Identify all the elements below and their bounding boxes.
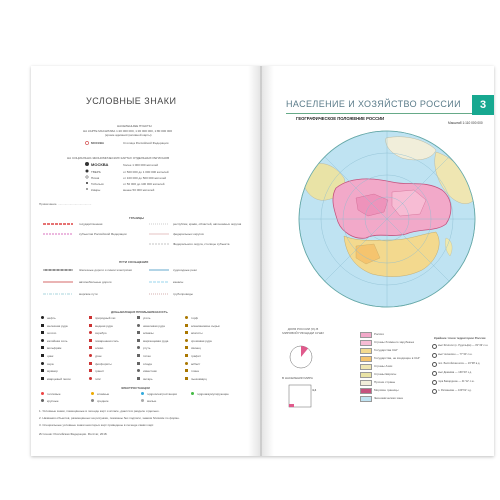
- mineral-symbol-icon: [185, 362, 188, 365]
- globe-map: [296, 128, 478, 310]
- power-station-label: тепловые: [47, 392, 61, 396]
- extreme-point-icon: [432, 344, 437, 349]
- boundaries-heading: ГРАНИЦЫ: [129, 216, 145, 220]
- city-row-2: Псков: [91, 176, 100, 180]
- route-pipelines: трубопроводы: [173, 292, 193, 296]
- mineral-label: марганцевая руда: [143, 338, 169, 343]
- mineral-label: мрамор: [47, 369, 58, 374]
- extreme-point-label: мыс Флигели (о. Рудольфа) — 81°49′ с.ш.: [438, 344, 489, 347]
- mineral-symbol-icon: [185, 324, 188, 327]
- route-canals: каналы: [173, 280, 184, 284]
- mineral-symbol-icon: [137, 369, 140, 372]
- legend-swatch: [360, 356, 372, 362]
- city-row-1-desc: от 500 000 до 1 000 000 жителей: [123, 170, 169, 174]
- mineral-label: золото: [47, 331, 57, 336]
- mineral-symbol-icon: [185, 346, 188, 349]
- mineral-label: известняк: [143, 369, 157, 374]
- legend-label: Морские границы: [374, 388, 399, 392]
- mineral-symbol-icon: [185, 316, 188, 319]
- mineral-label: янтарь: [143, 376, 153, 381]
- mineral-label: глина: [191, 369, 199, 374]
- mineral-label: свинец: [191, 346, 201, 351]
- footnote-3: 3. Специальные условные знаки некоторых карт приведены в легенде самих карт.: [39, 423, 155, 427]
- power-station-icon: [141, 392, 144, 395]
- settlements-note: (кроме административной карты): [105, 133, 152, 137]
- map-title: ГЕОГРАФИЧЕСКОЕ ПОЛОЖЕНИЕ РОССИИ: [296, 116, 385, 121]
- legend-swatch: [360, 364, 372, 370]
- map-page: [274, 66, 494, 456]
- energy-heading: ЭЛЕКТРОСТАНЦИИ: [121, 386, 150, 390]
- legend-label: Экономическая зона: [374, 396, 403, 400]
- extreme-point-icon: [432, 362, 437, 367]
- mineral-symbol-icon: [41, 324, 44, 327]
- legend-page-title: УСЛОВНЫЕ ЗНАКИ: [86, 96, 177, 106]
- capital-label: МОСКВА: [91, 141, 105, 145]
- mineral-symbol-icon: [137, 362, 140, 365]
- extreme-point-icon: [432, 353, 437, 358]
- mineral-symbol-icon: [41, 339, 44, 342]
- legend-page: [31, 66, 248, 456]
- power-station-label: гидроэлектростанции: [147, 392, 178, 396]
- capital-desc: Столица Российской Федерации: [123, 141, 169, 145]
- legend-swatch: [360, 388, 372, 394]
- mineral-symbol-icon: [89, 316, 92, 319]
- route-rivers: судоходные реки: [173, 268, 197, 272]
- mineral-label: пьезокварц: [191, 376, 207, 381]
- legend-swatch: [360, 340, 372, 346]
- extreme-point-label: мыс Челюскин — 77°43′ с.ш.: [438, 353, 473, 356]
- power-station-icon: [141, 399, 144, 402]
- mineral-symbol-icon: [41, 331, 44, 334]
- mineral-symbol-icon: [41, 362, 44, 365]
- mineral-symbol-icon: [41, 354, 44, 357]
- mineral-label: алюминиевое сырьё: [191, 323, 220, 328]
- power-station-icon: [91, 399, 94, 402]
- city-row-1: ТВЕРЬ: [91, 170, 101, 174]
- mineral-label: медная руда: [95, 323, 113, 328]
- mineral-symbol-icon: [89, 362, 92, 365]
- mineral-symbol-icon: [137, 339, 140, 342]
- mineral-label: сера: [47, 361, 54, 366]
- mineral-label: вольфрам: [47, 346, 62, 351]
- mineral-label: уголь: [143, 316, 151, 320]
- mineral-symbol-icon: [185, 377, 188, 380]
- mineral-label: торф: [191, 316, 199, 320]
- settlements-heading: НАСЕЛЕННЫЕ ПУНКТЫ: [117, 124, 152, 128]
- mineral-symbol-icon: [137, 324, 140, 327]
- mineral-label: хромовая руда: [191, 338, 212, 343]
- inset-area-label: ДОЛЯ РОССИИ (%) В МИРОВОЙ ПЛОЩАДИ СУШИ: [282, 327, 324, 335]
- mineral-label: железная руда: [47, 323, 68, 328]
- mineral-label: ртуть: [143, 346, 151, 351]
- footnote-source: Источник: Российская Федерация. Росстат, 2018.: [39, 432, 108, 436]
- mineral-symbol-icon: [89, 369, 92, 372]
- mineral-symbol-icon: [185, 331, 188, 334]
- mineral-label: нефть: [47, 316, 56, 320]
- book-spine: [248, 66, 274, 456]
- section-header: [274, 95, 494, 115]
- legend-label: Страны ближнего зарубежья: [374, 340, 415, 344]
- legend-label: Страны Европы: [374, 372, 397, 376]
- city-row-3-desc: от 50 000 до 100 000 жителей: [123, 182, 165, 186]
- settlements-map-scales: НА КАРТЕ МАСШТАБА 1:20 000 000, 1:30 000 000, 1:80 000 000: [83, 129, 172, 133]
- legend-note: Примечание. ........................................: [39, 202, 92, 206]
- legend-swatch: [360, 332, 372, 338]
- legend-label: Прочие страны: [374, 380, 396, 384]
- extreme-point-icon: [432, 389, 437, 394]
- boundary-regions: республик, краёв, областей, автономных округов: [173, 222, 242, 226]
- mineral-symbol-icon: [137, 377, 140, 380]
- routes-heading: ПУТИ СООБЩЕНИЯ: [119, 260, 149, 264]
- mineral-symbol-icon: [41, 377, 44, 380]
- mineral-symbol-icon: [185, 339, 188, 342]
- mineral-label: кварцевый песок: [47, 376, 71, 381]
- mineral-symbol-icon: [41, 316, 44, 319]
- inset-population-label: В НАСЕЛЕНИИ МИРА: [282, 376, 313, 380]
- footnote-1: 1. Условные знаки, помещённые в легенде карт и атласе, даются в разделе отдельно.: [39, 409, 160, 413]
- mineral-symbol-icon: [41, 346, 44, 349]
- extreme-point-label: пос. Балтийская коса — 19°38′ в.д.: [438, 362, 481, 365]
- power-station-icon: [91, 392, 94, 395]
- power-station-icon: [191, 392, 194, 395]
- route-railways: Железные дороги и линии электрички: [79, 268, 132, 272]
- mineral-label: гранит: [95, 369, 105, 374]
- power-station-label: средние: [97, 399, 109, 403]
- mineral-symbol-icon: [137, 354, 140, 357]
- legend-label: Государства СНГ: [374, 348, 398, 352]
- power-station-label: крупные: [47, 399, 59, 403]
- extreme-point-icon: [432, 371, 437, 376]
- mineral-symbol-icon: [137, 316, 140, 319]
- legend-swatch: [360, 380, 372, 386]
- population-square: [288, 384, 317, 410]
- boundary-state: государственная: [79, 222, 103, 226]
- extreme-point-label: о. Ратманова — 169°02′ з.д.: [438, 389, 472, 392]
- mineral-symbol-icon: [137, 331, 140, 334]
- atlas-spread: [31, 66, 494, 456]
- mineral-label: олово: [95, 346, 104, 351]
- boundary-federal: федеральных округов: [173, 232, 204, 236]
- mineral-symbol-icon: [89, 324, 92, 327]
- legend-swatch: [360, 348, 372, 354]
- mineral-label: никелевая руда: [143, 323, 165, 328]
- route-sea: морские пути: [79, 292, 98, 296]
- extreme-point-label: гора Базардюзю — 41°12′ с.ш.: [438, 380, 475, 383]
- mineral-label: фосфориты: [95, 361, 112, 366]
- mineral-label: поваренная соль: [95, 338, 119, 343]
- mineral-symbol-icon: [185, 354, 188, 357]
- mineral-label: калийная соль: [47, 338, 68, 343]
- extreme-point-icon: [432, 380, 437, 385]
- power-station-icon: [41, 392, 44, 395]
- header-rule: [286, 113, 472, 114]
- mineral-label: графит: [191, 354, 201, 358]
- section-title: НАСЕЛЕНИЕ И ХОЗЯЙСТВО РОССИИ: [286, 99, 462, 109]
- extreme-points-heading: Крайние точки территории России: [434, 336, 486, 340]
- mineral-label: титан: [143, 354, 151, 358]
- settlement-symbols: [83, 139, 91, 195]
- city-row-2-desc: от 100 000 до 500 000 жителей: [123, 176, 167, 180]
- power-station-icon: [41, 399, 44, 402]
- legend-label: Россия: [374, 332, 384, 336]
- mineral-label: природный газ: [95, 316, 116, 320]
- legend-label: Государства, не входящие в СНГ: [374, 356, 421, 360]
- route-roads: автомобильные дороги: [79, 280, 112, 284]
- mineral-symbol-icon: [185, 369, 188, 372]
- map-scale: Масштаб 1:110 000 000: [448, 121, 483, 125]
- economic-maps-heading: НА СОЦИАЛЬНО-ЭКОНОМИЧЕСКИХ КАРТАХ ОТДЕЛЬНЫХ РЕГИОНОВ: [67, 156, 170, 160]
- mineral-symbol-icon: [89, 339, 92, 342]
- route-symbols: [39, 264, 239, 304]
- mineral-symbol-icon: [137, 346, 140, 349]
- city-row-3: Тобольск: [91, 182, 104, 186]
- mineral-label: уран: [95, 354, 102, 358]
- extreme-point-label: мыс Дежнёва — 169°40′ з.д.: [438, 371, 472, 374]
- mineral-label: цинк: [47, 354, 54, 358]
- mineral-label: слюда: [143, 361, 152, 366]
- mineral-symbol-icon: [89, 346, 92, 349]
- share-pie: [288, 344, 314, 370]
- mineral-symbol-icon: [89, 377, 92, 380]
- power-station-label: малые: [147, 399, 157, 403]
- mineral-label: асбест: [191, 361, 201, 366]
- inset-value: 4,4: [312, 388, 317, 392]
- mineral-label: алмазы: [143, 331, 154, 336]
- city-row-4-desc: менее 50 000 жителей: [123, 188, 155, 192]
- boundary-subjects: субъектов Российской Федерации: [79, 232, 127, 236]
- legend-label: Страны Азии: [374, 364, 393, 368]
- power-station-label: гидроаккумулирующие: [197, 392, 229, 396]
- mineral-symbol-icon: [41, 369, 44, 372]
- mineral-label: серебро: [95, 331, 107, 336]
- mineral-symbol-icon: [89, 354, 92, 357]
- city-row-4: Кимры: [91, 188, 101, 192]
- city-moscow-desc: более 1 000 000 жителей: [123, 163, 159, 167]
- city-moscow: МОСКВА: [91, 162, 109, 167]
- page-number: 3: [472, 95, 494, 115]
- footnote-2: 2. Названия объектов, размещённых на рисунках, показаны без подписи, знаком близким по форме.: [39, 416, 180, 420]
- mineral-symbol-icon: [89, 331, 92, 334]
- mineral-label: гипс: [95, 376, 101, 381]
- legend-swatch: [360, 396, 372, 402]
- legend-swatch: [360, 372, 372, 378]
- mineral-label: апатиты: [191, 331, 203, 336]
- power-station-label: атомные: [97, 392, 110, 396]
- minerals-heading: ДОБЫВАЮЩАЯ ПРОМЫШЛЕННОСТЬ: [111, 310, 168, 314]
- boundary-capital: Федерального округа, столицы субъекта: [173, 242, 230, 246]
